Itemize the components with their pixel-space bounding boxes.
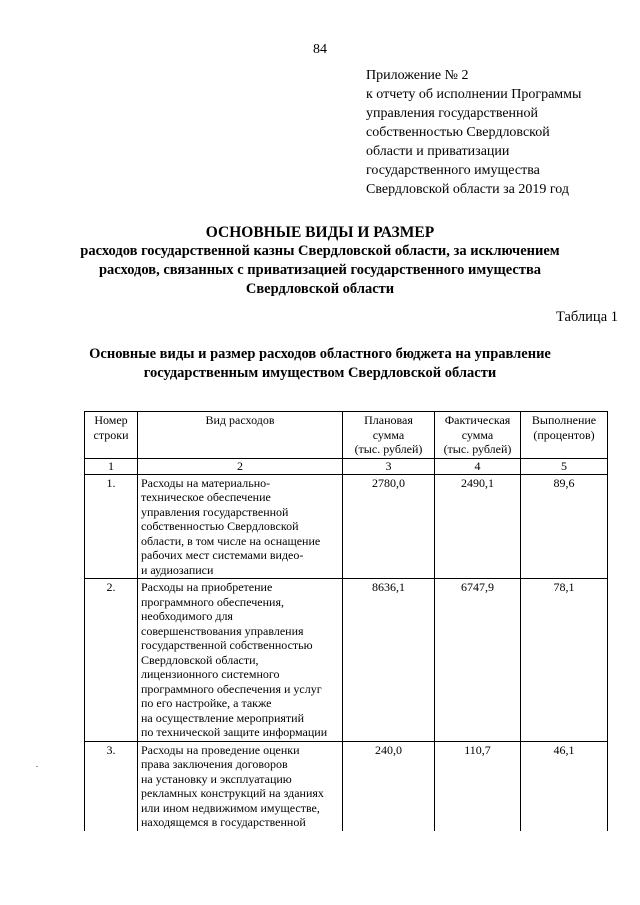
appendix-line: Приложение № 2 [366, 68, 469, 83]
main-title-line: расходов, связанных с приватизацией государственного имущества [98, 262, 542, 278]
description-line: необходимого для [141, 609, 233, 623]
description-line: области, в том числе на оснащение [141, 533, 321, 548]
execution-percent: 46,1 [521, 741, 608, 831]
header-text: сумма [372, 427, 405, 442]
description-line: Расходы на проведение оценки [141, 742, 300, 757]
table-title-line: Основные виды и размер расходов областного бюджета на управление [89, 346, 551, 362]
description-line: на осуществление мероприятий [141, 710, 305, 725]
column-number-row [85, 458, 608, 474]
description-line: совершенствования управления [141, 623, 304, 638]
appendix-line: к отчету об исполнении Программы [366, 87, 582, 102]
execution-percent: 78,1 [521, 579, 608, 742]
description-line: управления государственной [141, 504, 289, 519]
planned-amount: 8636,1 [343, 579, 435, 742]
description-line: рекламных конструкций на зданиях [141, 786, 324, 800]
header-text: Номер [94, 413, 128, 427]
actual-amount: 2490,1 [435, 474, 521, 579]
table-row [85, 474, 608, 579]
description-line: по технической защите информации [141, 725, 328, 739]
header-row-number [85, 412, 138, 459]
planned-amount: 2780,0 [343, 474, 435, 579]
main-title [0, 223, 640, 299]
column-number: 5 [521, 458, 608, 474]
row-description [138, 579, 343, 742]
description-line: Расходы на материально- [141, 475, 271, 490]
table-title-line: государственным имуществом Свердловской области [143, 365, 497, 381]
header-text: Плановая [364, 413, 413, 427]
execution-percent: 89,6 [521, 474, 608, 579]
header-text: Вид расходов [205, 413, 275, 427]
appendix-line: управления государственной [366, 106, 539, 121]
main-title-line: расходов государственной казны Свердловской области, за исключением [80, 243, 560, 259]
appendix-line: Свердловской области за 2019 год [366, 182, 569, 197]
planned-amount: 240,0 [343, 741, 435, 831]
description-line: Свердловской области, [141, 652, 259, 667]
row-number: 1. [85, 474, 138, 579]
expenses-table [84, 411, 608, 831]
row-description [138, 474, 343, 579]
description-line: лицензионного системного [141, 667, 280, 681]
header-planned [343, 412, 435, 459]
main-title-line: ОСНОВНЫЕ ВИДЫ И РАЗМЕР [205, 224, 435, 241]
column-number: 3 [343, 458, 435, 474]
appendix-line: области и приватизации [366, 144, 510, 159]
description-line: на установку и эксплуатацию [141, 771, 292, 786]
appendix-line: государственного имущества [366, 163, 540, 178]
description-line: по его настройке, а также [141, 696, 272, 710]
table-header-row [85, 412, 608, 459]
description-line: и аудиозаписи [141, 562, 214, 577]
header-text: Фактическая [444, 413, 511, 427]
header-text: Выполнение [531, 413, 597, 427]
table-row [85, 579, 608, 742]
appendix-line: собственностью Свердловской [366, 125, 550, 140]
actual-amount: 110,7 [435, 741, 521, 831]
description-line: Расходы на приобретение [141, 580, 273, 594]
description-line: государственной собственностью [141, 638, 313, 652]
row-description [138, 741, 343, 831]
header-text: (тыс. рублей) [354, 442, 423, 456]
description-line: программного обеспечения и услуг [141, 681, 322, 696]
header-actual [435, 412, 521, 459]
appendix-note [366, 66, 581, 199]
column-number: 4 [435, 458, 521, 474]
column-number: 2 [138, 458, 343, 474]
header-text: (тыс. рублей) [443, 442, 512, 456]
scan-speck [36, 766, 38, 767]
table-title [0, 345, 640, 383]
actual-amount: 6747,9 [435, 579, 521, 742]
header-text: (процентов) [533, 427, 595, 442]
description-line: находящемся в государственной [141, 815, 306, 829]
row-number: 2. [85, 579, 138, 742]
header-expense-type [138, 412, 343, 459]
description-line: техническое обеспечение [141, 490, 271, 504]
header-text: сумма [461, 427, 494, 442]
table-label: Таблица 1 [555, 309, 618, 325]
description-line: собственностью Свердловской [141, 519, 299, 533]
main-title-line: Свердловской области [245, 281, 395, 297]
table-row [85, 741, 608, 831]
description-line: или ином недвижимом имуществе, [141, 800, 320, 815]
header-text: строки [93, 427, 129, 442]
row-number: 3. [85, 741, 138, 831]
header-percent [521, 412, 608, 459]
description-line: рабочих мест системами видео- [141, 548, 304, 562]
description-line: права заключения договоров [141, 757, 288, 771]
page-number: 84 [313, 42, 327, 57]
description-line: программного обеспечения, [141, 594, 284, 609]
column-number: 1 [85, 458, 138, 474]
